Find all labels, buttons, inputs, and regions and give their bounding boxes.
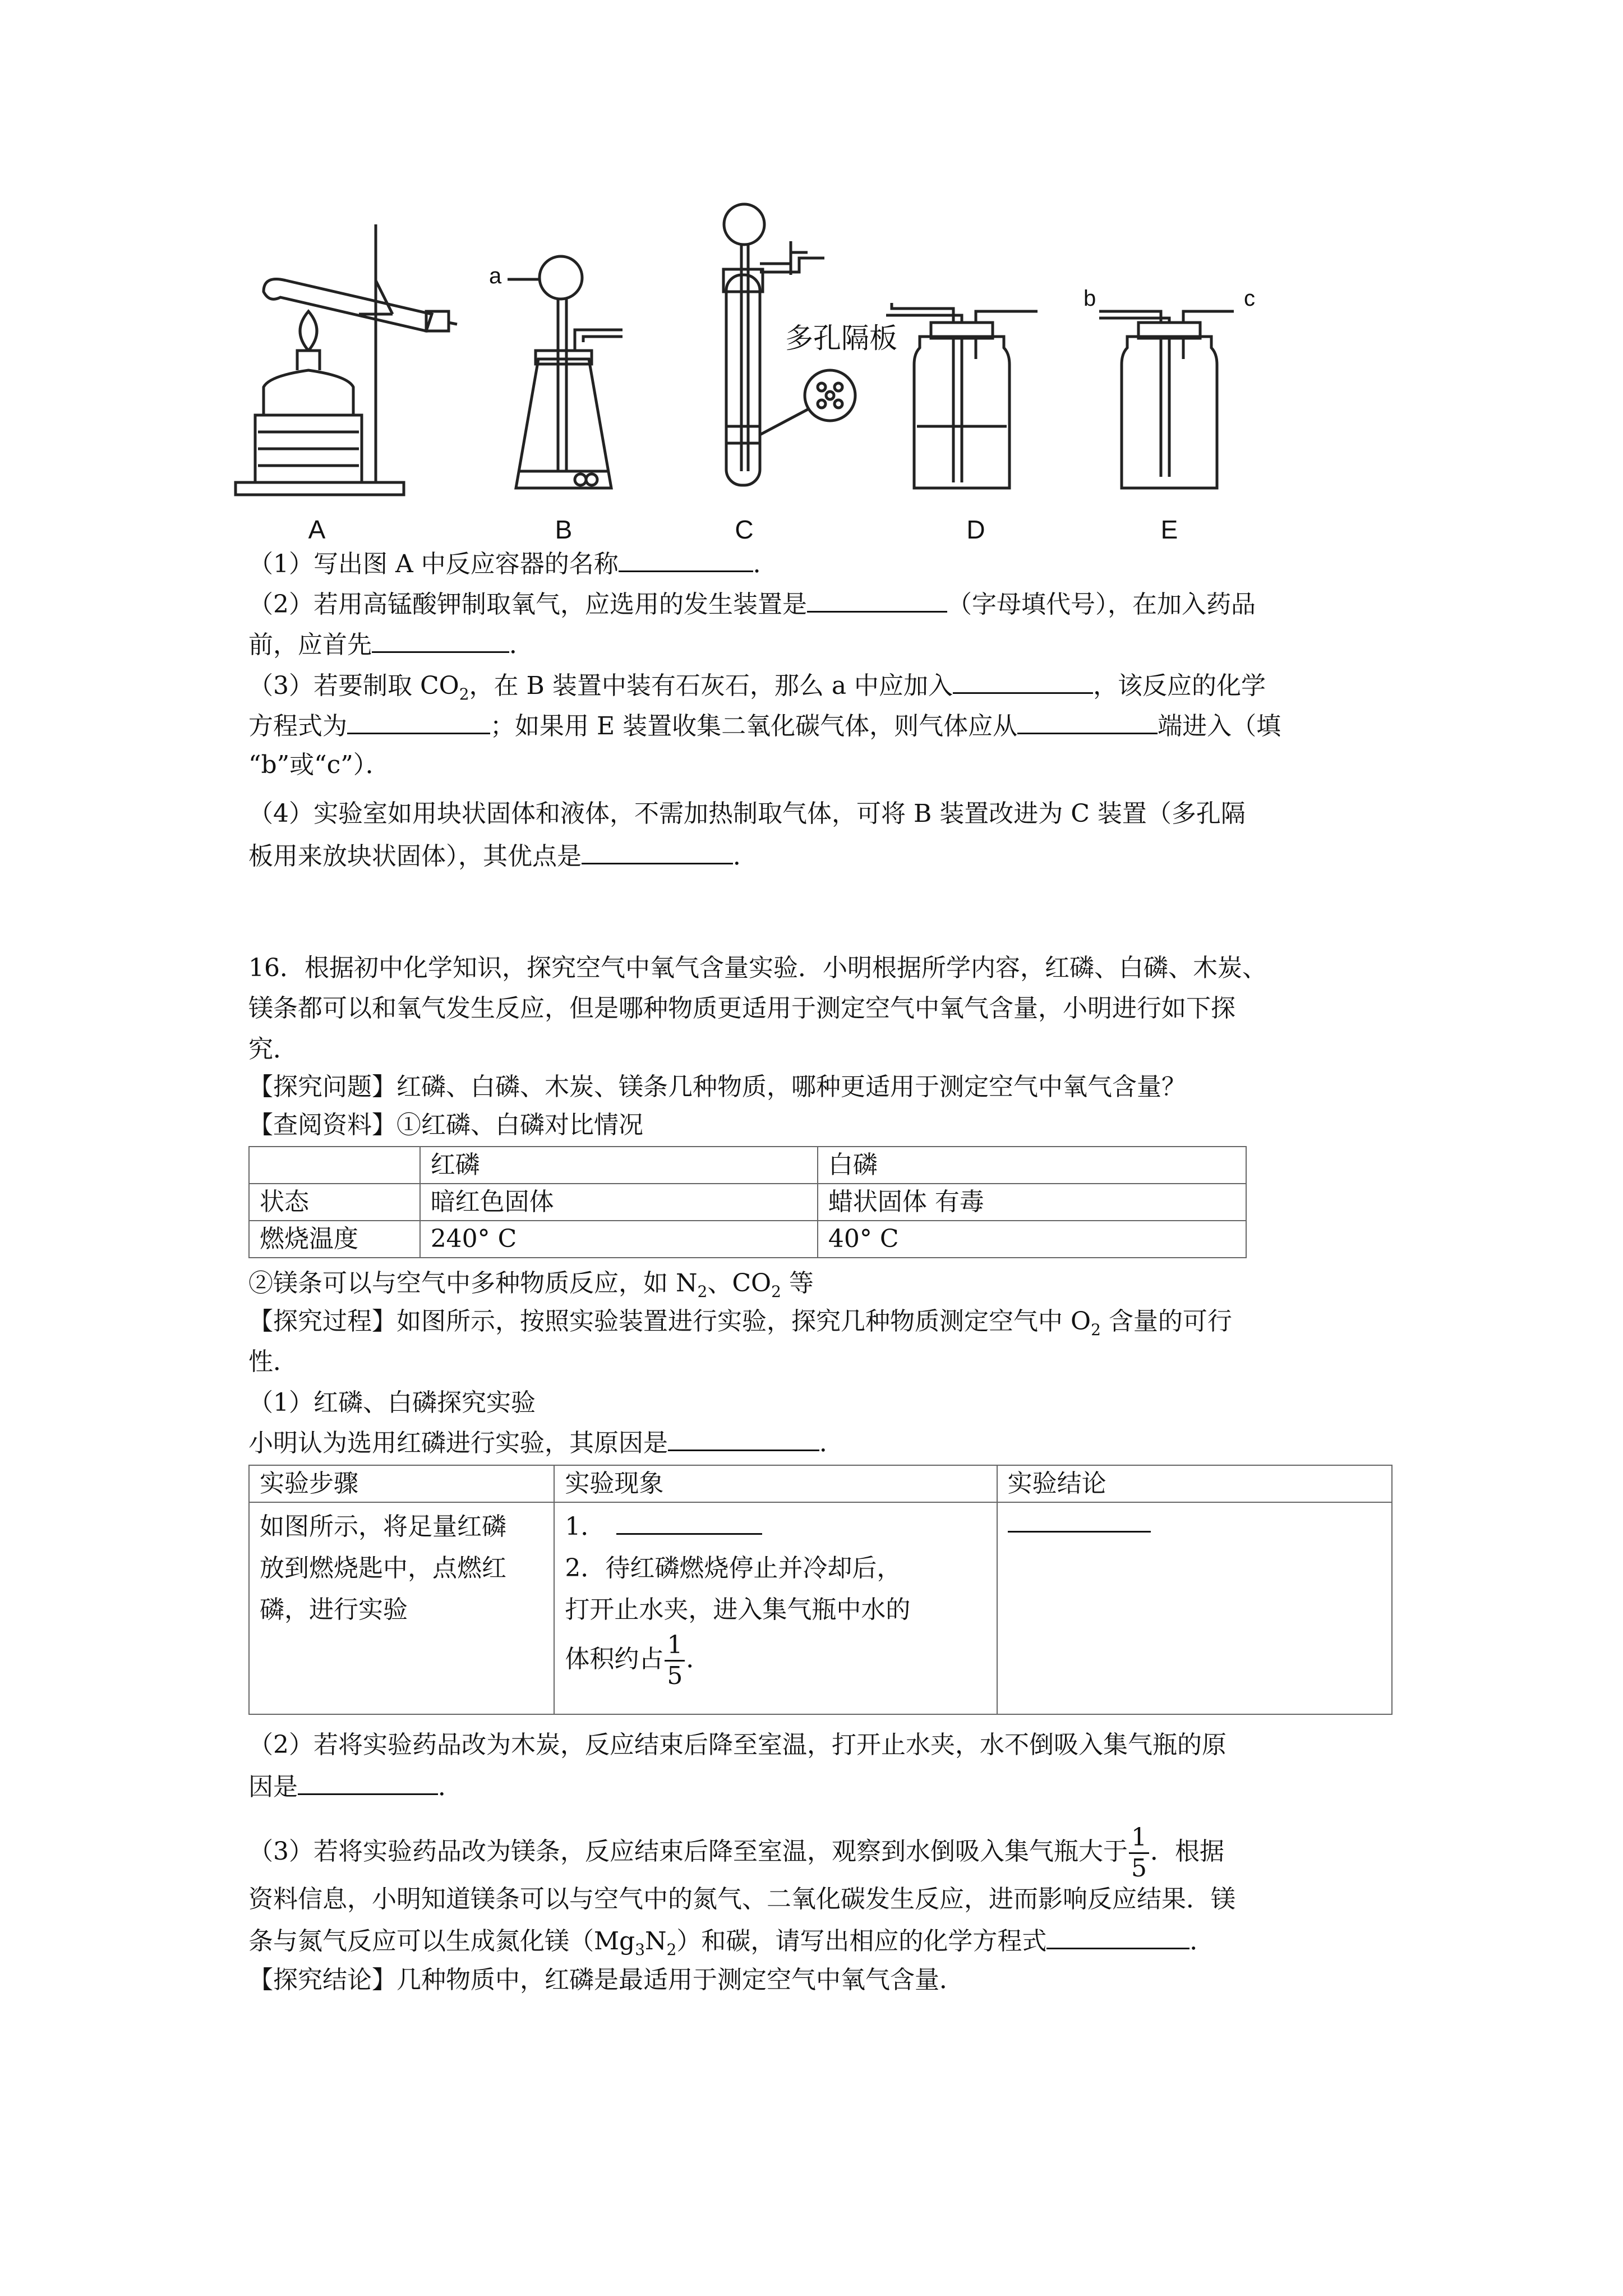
q15-line-7: （4）实验室如用块状固体和液体，不需加热制取气体，可将 B 装置改进为 C 装置（多孔隔 <box>248 799 1246 828</box>
q16-line-9: （1）红磷、白磷探究实验 <box>248 1388 536 1417</box>
blank-conclusion[interactable] <box>1008 1506 1151 1533</box>
label-d: D <box>966 515 985 544</box>
callout-c: c <box>1244 286 1255 311</box>
comparison-table: 红磷 白磷 状态 暗红色固体 蜡状固体 有毒 燃烧温度 240° C 40° C <box>248 1146 1247 1258</box>
apparatus-a <box>236 224 457 495</box>
fraction-one-fifth-2: $\frac{1}{5}$ <box>1129 1823 1149 1883</box>
q15-line-2: （2）若用高锰酸钾制取氧气，应选用的发生装置是 （字母填代号），在加入药品 <box>248 586 1256 622</box>
q16-line-16: 【探究结论】几种物质中，红磷是最适用于测定空气中氧气含量． <box>248 1966 964 1994</box>
q16-line-8: 性． <box>248 1347 298 1376</box>
apparatus-e <box>1099 311 1234 488</box>
q16-line-12: 因是 ． <box>248 1769 463 1804</box>
q16-line-15: 条与氮气反应可以生成氮化镁$(Mg_3N_2)$和碳，请写出相应的化学方程式 ． <box>248 1923 1214 1967</box>
q15-line-4: （3）若要制取 $CO_2$，在 B 装置中装有石灰石，那么 a 中应加入 ，该反应的化学 <box>248 668 1266 711</box>
q15-line-6: “b”或“c”）． <box>248 751 390 779</box>
q16-line-7: 【探究过程】如图所示，按照实验装置进行实验，探究几种物质测定空气中 $O_2$ 含量的可行 <box>248 1307 1232 1339</box>
callout-a: a <box>489 264 502 288</box>
label-e: E <box>1160 515 1178 544</box>
q16-line-5: 【查阅资料】①红磷、白磷对比情况 <box>248 1111 643 1139</box>
blank-charcoal-reason[interactable] <box>298 1769 438 1795</box>
apparatus-b <box>516 256 623 488</box>
step-cell: 如图所示，将足量红磷 放到燃烧匙中，点燃红 磷，进行实验 <box>249 1502 554 1714</box>
label-c: C <box>735 515 754 544</box>
apparatus-figure <box>0 0 1623 561</box>
q16-line-14: 资料信息，小明知道镁条可以与空气中的氮气、二氧化碳发生反应，进而影响反应结果．镁 <box>248 1885 1235 1913</box>
q16-line-13: （3）若将实验药品改为镁条，反应结束后降至室温，观察到水倒吸入集气瓶大于 $\frac{1}{5}$ ．根据 <box>248 1823 1224 1883</box>
q16-line-1: 16．根据初中化学知识，探究空气中氧气含量实验．小明根据所学内容，红磷、白磷、木炭、 <box>248 954 1267 982</box>
apparatus-d <box>886 303 1038 488</box>
fraction-one-fifth: $\frac{1}{5}$ <box>665 1631 685 1691</box>
callout-b: b <box>1083 286 1096 311</box>
q15-line-3: 前，应首先 ． <box>248 627 534 662</box>
blank-a-reagent[interactable] <box>953 668 1093 694</box>
blank-advantage[interactable] <box>582 838 733 864</box>
blank-observation[interactable] <box>616 1508 762 1535</box>
conclusion-cell <box>997 1502 1392 1714</box>
blank-first-step[interactable] <box>372 627 509 653</box>
q16-line-11: （2）若将实验药品改为木炭，反应结束后降至室温，打开止水夹，水不倒吸入集气瓶的原 <box>248 1731 1227 1759</box>
plate-label: 多孔隔板 <box>785 323 897 354</box>
blank-vessel-name[interactable] <box>619 546 753 572</box>
observation-cell: 1． 2．待红磷燃烧停止并冷却后， 打开止水夹，进入集气瓶中水的 体积约占 $\frac{1}{5}$ ． <box>554 1502 997 1714</box>
q15-line-5: 方程式为 ；如果用 E 装置收集二氧化碳气体，则气体应从 端进入（填 <box>248 708 1281 743</box>
q15-line-8: 板用来放块状固体），其优点是 ． <box>248 838 758 873</box>
q16-line-3: 究． <box>248 1035 298 1064</box>
blank-inlet[interactable] <box>1017 708 1158 734</box>
q16-line-4: 【探究问题】红磷、白磷、木炭、镁条几种物质，哪种更适用于测定空气中氧气含量？ <box>248 1073 1186 1101</box>
q15-line-1: （1）写出图 A 中反应容器的名称 ． <box>248 546 778 581</box>
blank-equation[interactable] <box>347 708 490 734</box>
blank-reason[interactable] <box>668 1425 819 1451</box>
q16-line-2: 镁条都可以和氧气发生反应，但是哪种物质更适用于测定空气中氧气含量，小明进行如下探 <box>248 994 1235 1023</box>
experiment-table: 实验步骤 实验现象 实验结论 如图所示，将足量红磷 放到燃烧匙中，点燃红 磷，进行实验 1． 2．待红磷燃烧停止并冷却后， 打开止水夹，进入集气瓶中水的 体积约占 $\frac{1}{5}$ ． <box>248 1465 1393 1715</box>
blank-generator[interactable] <box>807 586 947 613</box>
label-a: A <box>308 515 326 544</box>
label-b: B <box>555 515 573 544</box>
q16-line-6: ②镁条可以与空气中多种物质反应，如 $N_2$、$CO_2$ 等 <box>248 1269 814 1301</box>
blank-mg-equation[interactable] <box>1046 1923 1189 1949</box>
q16-line-10: 小明认为选用红磷进行实验，其原因是 ． <box>248 1425 844 1460</box>
